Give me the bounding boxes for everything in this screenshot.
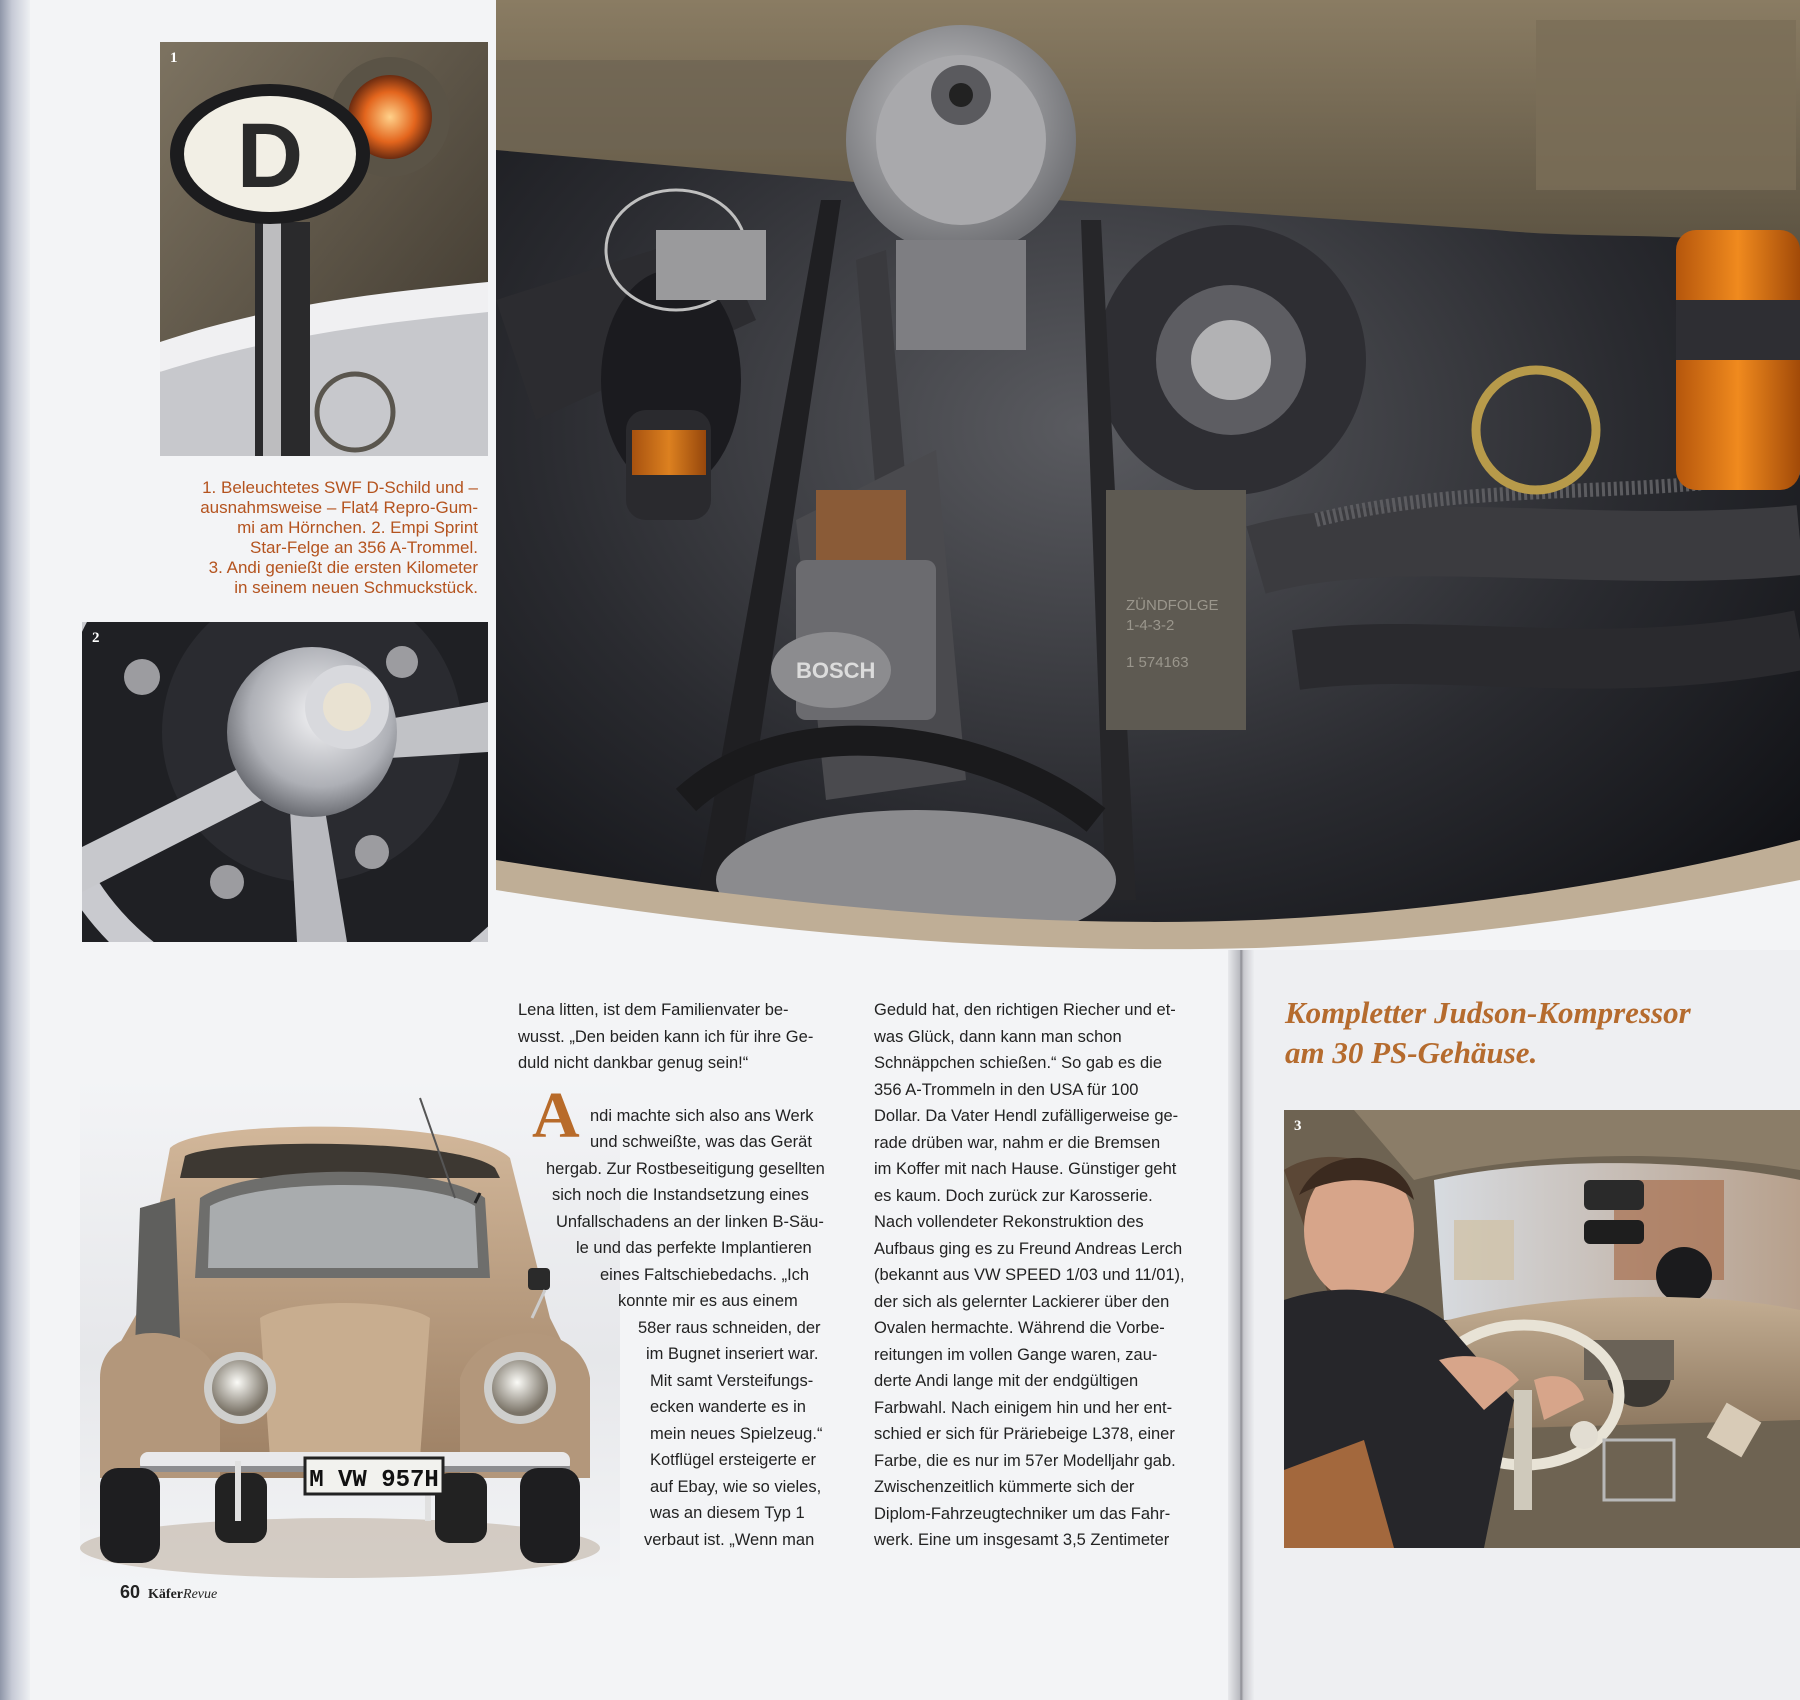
text-line: (bekannt aus VW SPEED 1/03 und 11/01), (874, 1266, 1185, 1284)
license-plate: M VW 957H (309, 1467, 439, 1494)
text-line: werk. Eine um insgesamt 3,5 Zentimeter (874, 1531, 1170, 1549)
text-line: der sich als gelernter Lackierer über den (874, 1292, 1170, 1311)
article-column-2 (874, 997, 1204, 1554)
text-line: derte Andi lange mit der endgültigen (874, 1372, 1139, 1390)
caption-line: 1. Beleuchtetes SWF D-Schild und – (202, 478, 478, 497)
pull-quote-headline (1285, 993, 1800, 1073)
text-line: ndi machte sich also ans Werk (590, 1106, 814, 1125)
photo-3-number: 3 (1294, 1118, 1302, 1134)
text-line: auf Ebay, wie so vieles, (650, 1477, 822, 1496)
text-line: verbaut ist. „Wenn man (644, 1530, 815, 1549)
text-line: hergab. Zur Rostbeseitigung gesellten (546, 1159, 825, 1178)
text-line: reitungen im vollen Gange waren, zau- (874, 1345, 1158, 1364)
d-plate-letter: D (236, 105, 304, 207)
text-line: Diplom-Fahrzeugtechniker um das Fahr- (874, 1504, 1171, 1523)
text-line: was an diesem Typ 1 (650, 1504, 805, 1522)
firing-order-label: ZÜNDFOLGE (1126, 597, 1219, 614)
text-line: ecken wanderte es in (650, 1398, 806, 1416)
headline-line-1: Kompletter Judson-Kompressor (1285, 995, 1691, 1030)
text-line: le und das perfekte Implantieren (576, 1239, 812, 1257)
page-folio (120, 1582, 217, 1603)
text-line: Nach vollendeter Rekonstruktion des (874, 1213, 1144, 1231)
text-line: 356 A-Trommeln in den USA für 100 (874, 1080, 1139, 1099)
caption-line: mi am Hörnchen. 2. Empi Sprint (237, 518, 478, 537)
text-line: mein neues Spielzeug.“ (650, 1424, 823, 1443)
text-line: Schnäppchen schießen.“ So gab es die (874, 1054, 1163, 1072)
text-line: Aufbaus ging es zu Freund Andreas Lerch (874, 1239, 1183, 1258)
text-line: und schweißte, was das Gerät (590, 1133, 812, 1151)
previous-page-edge (0, 0, 30, 1700)
text-line: Mit samt Versteifungs- (650, 1371, 814, 1390)
text-line: eines Faltschiebedachs. „Ich (600, 1265, 810, 1284)
text-line: Lena litten, ist dem Familienvater be- (518, 1001, 789, 1019)
firing-order-value: 1-4-3-2 (1126, 617, 1175, 634)
magazine-script: Revue (183, 1587, 218, 1602)
photo-driver-interior (1284, 1110, 1800, 1548)
photo-1-number: 1 (170, 50, 178, 66)
magazine-logo (148, 1587, 217, 1602)
text-line: rade drüben war, nahm er die Bremsen (874, 1133, 1161, 1152)
text-line: im Koffer mit nach Hause. Günstiger geht (874, 1160, 1177, 1178)
text-line: 58er raus schneiden, der (638, 1318, 821, 1337)
page-number: 60 (120, 1582, 141, 1602)
caption-line: Star-Felge an 356 A-Trommel. (249, 538, 478, 557)
text-line: Geduld hat, den richtigen Riecher und et- (874, 1001, 1176, 1019)
text-line: Kotflügel ersteigerte er (650, 1451, 817, 1469)
photo-d-plate (160, 42, 488, 456)
engine-serial: 1 574163 (1126, 654, 1189, 671)
text-line: Dollar. Da Vater Hendl zufälligerweise ge- (874, 1107, 1179, 1125)
drop-cap: A (532, 1079, 580, 1152)
magazine-name: Käfer (148, 1587, 184, 1602)
text-line: Farbe, die es nur im 57er Modelljahr gab. (874, 1451, 1176, 1470)
bosch-label: BOSCH (796, 658, 876, 683)
caption-line: ausnahmsweise – Flat4 Repro-Gum- (200, 498, 478, 517)
text-line: Zwischenzeitlich kümmerte sich der (874, 1478, 1135, 1496)
headline-line-2: am 30 PS-Gehäuse. (1285, 1035, 1538, 1070)
text-line: Farbwahl. Nach einigem hin und her ent- (874, 1398, 1173, 1417)
photo-2-number: 2 (92, 630, 100, 646)
text-line: duld nicht dankbar genug sein!“ (518, 1054, 749, 1072)
text-line: Ovalen hermachte. Während die Vorbe- (874, 1319, 1165, 1337)
text-line: was Glück, dann kann man schon (874, 1027, 1122, 1046)
text-line: es kaum. Doch zurück zur Karosserie. (874, 1186, 1153, 1205)
engine-bay-photo (496, 0, 1800, 950)
photo-wheel-rim (82, 622, 488, 942)
caption-line: in seinem neuen Schmuckstück. (234, 578, 478, 597)
text-line: im Bugnet inseriert war. (646, 1345, 819, 1363)
text-line: Unfallschadens an der linken B-Säu- (556, 1212, 824, 1231)
text-line: konnte mir es aus einem (618, 1292, 798, 1310)
text-line: sich noch die Instandsetzung eines (552, 1186, 809, 1204)
text-line: schied er sich für Präriebeige L378, einer (874, 1425, 1175, 1443)
photo-caption (150, 478, 478, 598)
text-line: wusst. „Den beiden kann ich für ihre Ge- (518, 1027, 814, 1046)
caption-line: 3. Andi genießt die ersten Kilometer (208, 558, 478, 577)
